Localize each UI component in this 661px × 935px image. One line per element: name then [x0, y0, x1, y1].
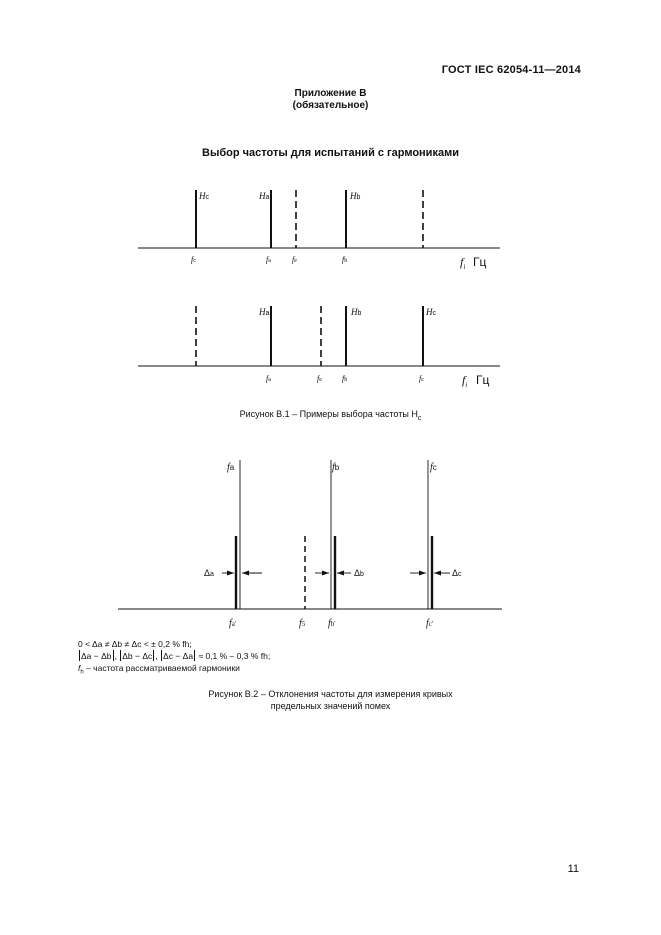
annex-status: (обязательное) — [292, 100, 369, 111]
bottom-f-label-3: fb — [342, 374, 348, 383]
bottom-axis-f: $f_i$ — [462, 373, 468, 389]
top-axis-unit: Гц — [473, 255, 487, 269]
top-f-label-1: fc — [191, 255, 196, 264]
fig2-bottom-label-c: fc' — [426, 618, 434, 629]
top-f-label-4: fb — [342, 255, 348, 264]
document-header: ГОСТ IEC 62054-11—2014 — [441, 64, 581, 76]
fig2-delta-c: Δc — [452, 568, 462, 578]
note-line-3: $f_h$ – частота рассматриваемой гармоники — [78, 663, 240, 676]
top-f-label-3: fe — [292, 255, 297, 264]
figure-b1-caption: Рисунок В.1 – Примеры выбора частоты $H_c$ — [239, 409, 422, 422]
top-f-label-2: fa — [266, 255, 271, 264]
fig2-delta-a: Δa — [204, 568, 214, 578]
top-axis-f: $f_i$ — [460, 255, 466, 271]
fig2-bottom-label-b: fb' — [328, 618, 336, 629]
fig2-bottom-label-a: fa' — [229, 618, 237, 629]
top-h-label-1: Hc — [199, 191, 209, 201]
top-h-label-3: Hb — [350, 191, 361, 201]
bottom-f-label-2: fe — [317, 374, 322, 383]
bottom-h-label-2: Hb — [351, 307, 362, 317]
arrow-right-c — [419, 571, 426, 576]
bottom-h-label-1: Ha — [259, 307, 270, 317]
arrow-right-a — [227, 571, 234, 576]
fig2-top-label-a: fa — [227, 462, 235, 473]
page-title: Выбор частоты для испытаний с гармониками — [202, 147, 459, 159]
fig2-notes — [78, 638, 270, 679]
arrow-right-b — [322, 571, 329, 576]
bottom-f-label-4: fc — [419, 374, 424, 383]
fig2-bottom-label-5: f5 — [299, 618, 306, 629]
annex-title: Приложение В — [294, 88, 367, 99]
note-line-2: Δa − Δb , Δb − Δc , Δc − Δa ≈ 0,1 % – 0,3 % fh; — [81, 651, 271, 661]
fig2-top-label-b: fb — [332, 462, 340, 473]
note-line-1: 0 < Δa ≠ Δb ≠ Δc < ± 0,2 % fh; — [78, 639, 192, 649]
bottom-axis-unit: Гц — [476, 373, 490, 387]
bottom-h-label-3: Hc — [426, 307, 436, 317]
arrow-left-c — [434, 571, 441, 576]
bottom-f-label-1: fa — [266, 374, 271, 383]
figure-b2-caption: Рисунок В.2 – Отклонения частоты для измерения кривых предельных значений помех — [208, 689, 453, 711]
top-h-label-2: Ha — [259, 191, 270, 201]
page-number: 11 — [567, 863, 579, 875]
fig2-top-label-c: fc — [430, 462, 437, 473]
arrow-left-b — [337, 571, 344, 576]
fig2-delta-b: Δb — [354, 568, 364, 578]
arrow-left-a — [242, 571, 249, 576]
